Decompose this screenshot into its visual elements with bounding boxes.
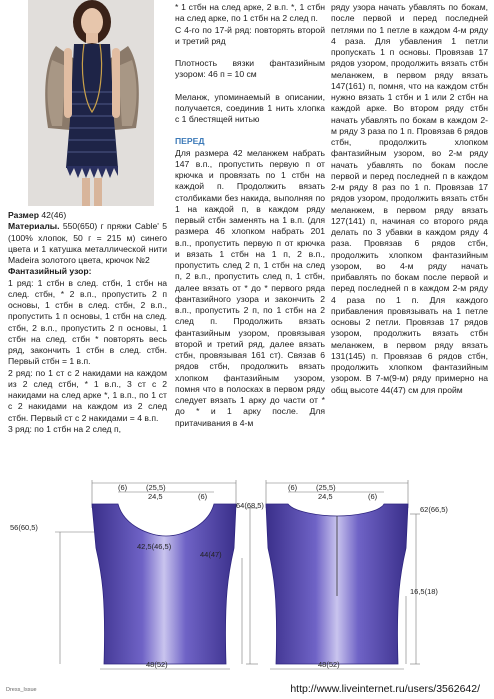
column-left [8,210,167,435]
column-right [331,2,488,396]
size-line [8,210,167,221]
watermark: Dress_Issue [6,687,37,693]
spacer [175,47,325,58]
front-piece-shape [92,504,236,664]
pattern-diagram [0,478,494,674]
materials-label: Материалы. [8,221,60,232]
materials-paragraph [8,221,167,266]
source-url: http://www.liveinternet.ru/users/3562642/ [290,683,480,695]
spacer [175,81,325,92]
left-height: 44(47) [200,550,222,559]
right-shoulder-l: (6) [288,483,298,492]
right-neck-top: (25,5) [316,483,336,492]
size-value: 42(46) [41,210,67,220]
left-waist: 42,5(46,5) [137,542,172,551]
column-middle [175,2,325,429]
rows-4-17: С 4-го по 17-й ряд: повторять второй и третий ряд [175,24,325,46]
right-height-total: 62(66,5) [420,505,448,514]
spacer [175,125,325,136]
footer [0,683,494,697]
left-shoulder-r: (6) [198,492,208,501]
right-hem: 48(52) [318,660,340,669]
melange-note: Меланж, упоминаемый в описании, получается, соединив 1 нить хлопка с 1 блестящей нитью [175,91,325,124]
front-text: Для размера 42 меланжем набрать 147 в.п., пропустить первую п от крючка и провязать по 1 стбн на каждой п. Продолжить вязать столбиками без накида, выполняя по 1 на каждой п, в каждом ряду первый стбн заменять на 1 в.п. (для размера 46 хлопком набрать 201 в.п., пропустить первую п от крючка и вязать 1 стбн на 1 п, 2 в.п., пропустить след 2 п, 1 стбн на след п, 2 в.п., пропустить след п, 1 стбн, далее вязать от * до * первого ряда фантазийного узора и закончить 2 в.п., пропустить 2 п, по 1 стбн на 2 след п. Продолжить вязать фантазийным узором, провязывая второй и третий ряд, далее вязать стбн, провязывая 161 ст). Связав 6 рядов стбн, продолжить вязать хлопком фантазийным узором, помня что в полосках в первом ряду следует вязать 1 арку до части от * до * и 1 арку после. Для притачивания в 4-м [175,147,325,428]
model-photo [28,0,154,206]
left-shoulder-l: (6) [118,483,128,492]
materials-text: 550(650) г пряжи Cable' 5 (100% хлопок, 50 г = 215 м) синего цвета и 1 катушка металлической нити Madeira золотого цвета, крючок №2 [8,221,168,265]
row3-continued: * 1 стбн на след арке, 2 в.п. *, 1 стбн на след арке, по 1 стбн на 2 след п. [175,2,325,24]
row1-text: 1 ряд: 1 стбн в след. стбн, 1 стбн на след. стбн, * 2 в.п., пропустить 2 п основы, 1 стбн в след. стбн, 2 в.п., пропустить 1 п основы, 1 стбн на след. стбн, 2 в.п., пропустить 2 п основы, 1 стбн на след. стбн * повторять весь ряд, закончить 1 стбн в след. стбн. Первый стбн = 1 в.п. [8,277,167,367]
right-slit: 16,5(18) [410,587,438,596]
left-hem: 48(52) [146,660,168,669]
left-neck-top: (25,5) [146,483,166,492]
front-text-continued: ряду узора начать убавлять по бокам, после первой и перед последней петлями по 1 петле в каждом 4-м ряду 4 раза. Для убавления 1 петли пропускать 1 п основы. Провязав 17 рядов узором, продолжить вязать стбн меланжем, в первом ряду вязать 147(161) п, помня, что на каждом стбн нужно вязать 1 стбн и 1 или 2 стбн на каждой арке. Во втором ряду стбн начать убавлять по бокам в каждом 2-м ряду 3 раза по 1 п. Провязав 6 рядов стбн, продолжить хлопком фантазийным узором, во 2-м ряду начать убавлять по бокам после первой и перед последней п в каждом 2-м ряду 8 раз по 1 п. Провязав 17 рядов узором, продолжить вязать стбн меланжем, в первом ряду вязать 127(141) п, начиная со второго ряда делать по 3 убавки в каждом ряду 4 раза. Провязав 6 рядов стбн, продолжить хлопком фантазийным узором, во 4-м ряду начать прибавлять по бокам после первой и перед последней п в каждом 2-м ряду 4 раза по 1 п. Для каждого прибавления провязывать на 1 петле основы 2 петли. Провязав 17 рядов узором, продолжить вязать стбн меланжем, в первом ряду вязать 131(145) п. Провязав 6 рядов стбн, продолжить хлопком фантазийным узором. В 7-м(9-м) ряду примерно на общ высоте 44(47) см для пройм [331,2,488,395]
right-neck: 24,5 [318,492,333,501]
row3-text: 3 ряд: по 1 стбн на 2 след п, [8,423,121,434]
density-text: Плотность вязки фантазийным узором: 46 п = 10 см [175,58,325,80]
dress-photo-image [28,0,154,206]
fancy-pattern-title: Фантазийный узор: [8,266,92,277]
right-shoulder-r: (6) [368,492,378,501]
left-neck: 24,5 [148,492,163,501]
left-height-total: 64(68,5) [236,501,264,510]
size-label: Размер [8,210,39,220]
front-heading: ПЕРЕД [175,136,205,147]
row2-text: 2 ряд: по 1 ст с 2 накидами на каждом из 2 след стбн, * 1 в.п., 3 ст с 2 накидами на след арке *, 1 в.п., по 1 ст с 2 накидами на каждом из 2 след стбн. Первый ст с 2 накидами = 4 в.п. [8,367,167,423]
left-armhole: 56(60,5) [10,523,38,532]
